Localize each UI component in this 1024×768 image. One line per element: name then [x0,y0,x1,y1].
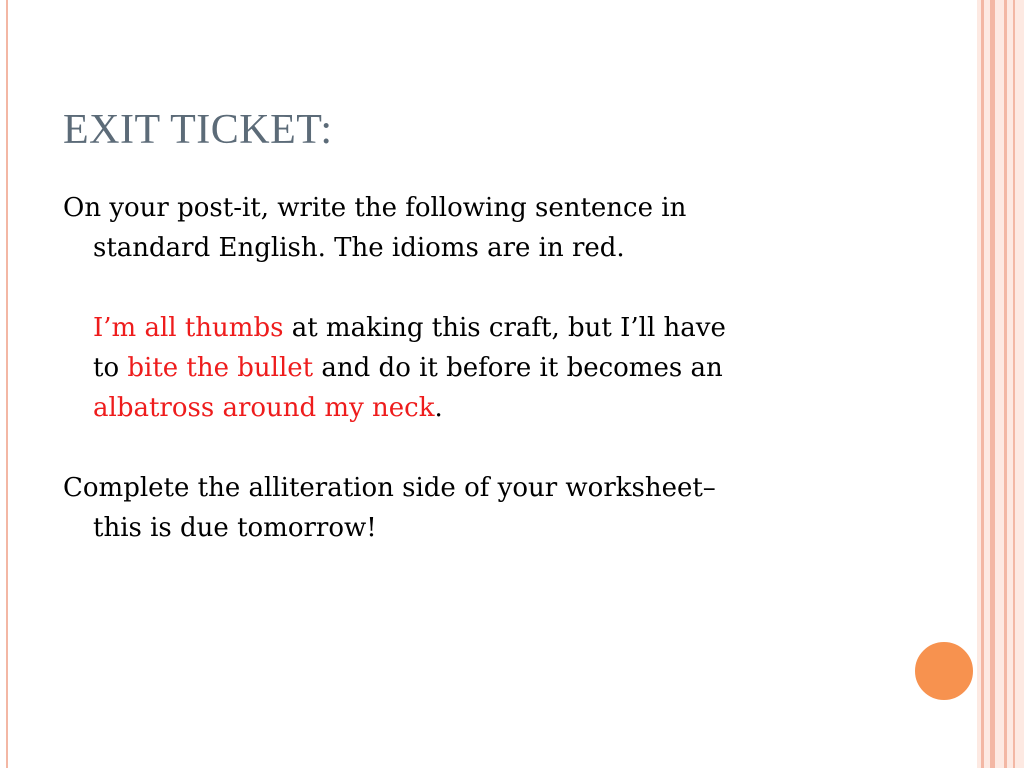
idiom-all-thumbs: I’m all thumbs [93,313,284,343]
instruction-line-2: standard English. The idioms are in red. [93,233,625,263]
reminder-line-1: Complete the alliteration side of your worksheet– [63,473,716,503]
reminder-line-2: this is due tomorrow! [93,513,377,543]
idiom-bite-the-bullet: bite the bullet [127,353,314,383]
slide-body [63,188,883,548]
instruction-line-1: On your post-it, write the following sentence in [63,193,687,223]
right-border-line [1004,0,1007,768]
spacer [63,268,883,308]
idiom-albatross: albatross around my neck [93,393,435,423]
sentence-text: to [93,353,128,383]
right-border-line [981,0,984,768]
reminder-paragraph [63,468,883,548]
slide-title: EXIT TICKET: [63,107,333,153]
right-decorative-band [977,0,1024,768]
sentence-text: at making this craft, but I’ll have [283,313,726,343]
right-border-line [1013,0,1015,768]
sentence-text: and do it before it becomes an [313,353,723,383]
sentence-text: . [434,393,443,423]
idiom-sentence [63,308,883,428]
spacer [63,428,883,468]
right-border-line [990,0,995,768]
accent-circle [913,640,975,702]
instruction-paragraph [63,188,883,268]
left-border-stripe [6,0,8,768]
